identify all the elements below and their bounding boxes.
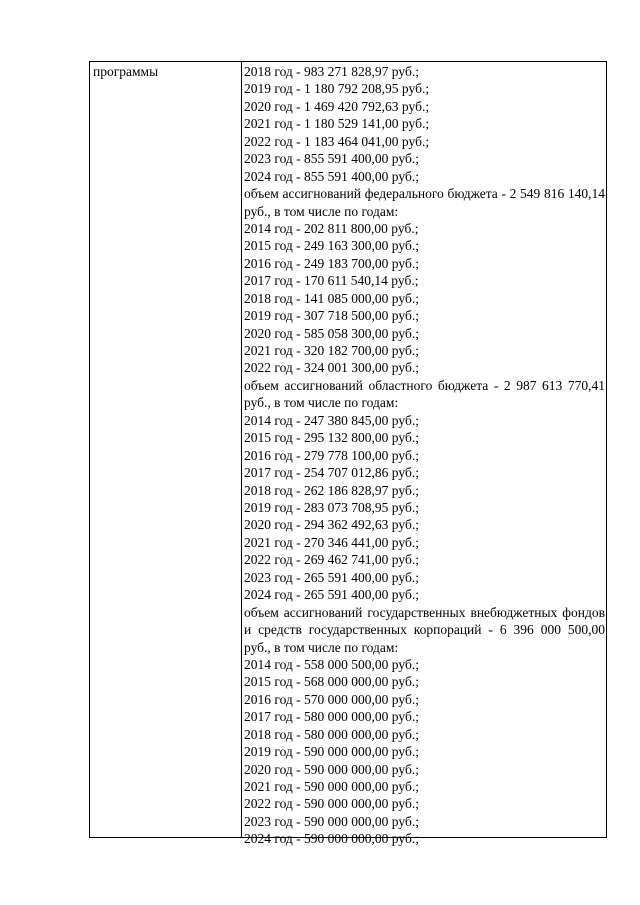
year-amount-line: 2021 год - 270 346 441,00 руб.;	[244, 534, 419, 550]
year-amount-line: 2023 год - 855 591 400,00 руб.;	[244, 151, 419, 167]
year-amount-line: 2024 год - 265 591 400,00 руб.;	[244, 587, 419, 603]
year-amount-line: 2024 год - 590 000 000,00 руб.;	[244, 831, 419, 847]
year-amount-line: 2015 год - 295 132 800,00 руб.;	[244, 430, 419, 446]
year-amount-line: 2022 год - 324 001 300,00 руб.;	[244, 360, 419, 376]
year-amount-line: 2019 год - 307 718 500,00 руб.;	[244, 308, 419, 324]
year-amount-line: 2023 год - 590 000 000,00 руб.;	[244, 813, 419, 829]
year-amount-line: 2018 год - 983 271 828,97 руб.;	[244, 64, 419, 79]
year-amount-line: 2015 год - 568 000 000,00 руб.;	[244, 674, 419, 690]
year-amount-line: 2020 год - 294 362 492,63 руб.;	[244, 517, 419, 533]
year-amount-line: 2020 год - 1 469 420 792,63 руб.;	[244, 98, 430, 114]
year-amount-line: 2024 год - 855 591 400,00 руб.;	[244, 168, 419, 184]
year-amount-line: 2020 год - 590 000 000,00 руб.;	[244, 761, 419, 777]
year-amount-line: 2023 год - 265 591 400,00 руб.;	[244, 569, 419, 585]
year-amount-line: 2018 год - 580 000 000,00 руб.;	[244, 726, 419, 742]
year-amount-line: 2014 год - 202 811 800,00 руб.;	[244, 220, 419, 236]
year-amount-line: 2017 год - 580 000 000,00 руб.;	[244, 709, 419, 725]
funding-source-summary: объем ассигнований федерального бюджета - 2 549 816 140,14 руб., в том числе по годам:	[244, 186, 605, 219]
year-amount-line: 2017 год - 170 611 540,14 руб.;	[244, 273, 419, 289]
year-amount-line: 2018 год - 262 186 828,97 руб.;	[244, 482, 419, 498]
funding-source-summary: объем ассигнований государственных внебюджетных фондов и средств государственных корпораций - 6 396 000 500,00 руб., в том числе по годам:	[244, 604, 605, 655]
year-amount-line: 2022 год - 1 183 464 041,00 руб.;	[244, 133, 430, 149]
year-amount-line: 2021 год - 590 000 000,00 руб.;	[244, 779, 419, 795]
year-amount-line: 2014 год - 247 380 845,00 руб.;	[244, 412, 419, 428]
funding-source-summary: объем ассигнований областного бюджета - 2 987 613 770,41 руб., в том числе по годам:	[244, 377, 605, 411]
year-amount-line: 2016 год - 570 000 000,00 руб.;	[244, 691, 419, 707]
year-amount-line: 2020 год - 585 058 300,00 руб.;	[244, 325, 419, 341]
year-amount-line: 2016 год - 249 183 700,00 руб.;	[244, 255, 419, 271]
year-amount-line: 2017 год - 254 707 012,86 руб.;	[244, 465, 419, 481]
year-amount-line: 2015 год - 249 163 300,00 руб.;	[244, 238, 419, 254]
column-divider	[241, 62, 242, 837]
program-label-cell: программы	[93, 64, 159, 79]
year-amount-line: 2019 год - 283 073 708,95 руб.;	[244, 500, 419, 515]
year-amount-line: 2018 год - 141 085 000,00 руб.;	[244, 290, 419, 306]
year-amount-line: 2022 год - 590 000 000,00 руб.;	[244, 796, 419, 812]
year-amount-line: 2022 год - 269 462 741,00 руб.;	[244, 552, 419, 568]
funding-details-cell	[244, 63, 605, 848]
year-amount-line: 2014 год - 558 000 500,00 руб.;	[244, 656, 419, 672]
year-amount-line: 2021 год - 320 182 700,00 руб.;	[244, 343, 419, 359]
year-amount-line: 2019 год - 590 000 000,00 руб.;	[244, 744, 419, 760]
year-amount-line: 2019 год - 1 180 792 208,95 руб.;	[244, 81, 430, 97]
year-amount-line: 2021 год - 1 180 529 141,00 руб.;	[244, 116, 430, 132]
year-amount-line: 2016 год - 279 778 100,00 руб.;	[244, 447, 419, 463]
budget-table	[89, 61, 607, 847]
